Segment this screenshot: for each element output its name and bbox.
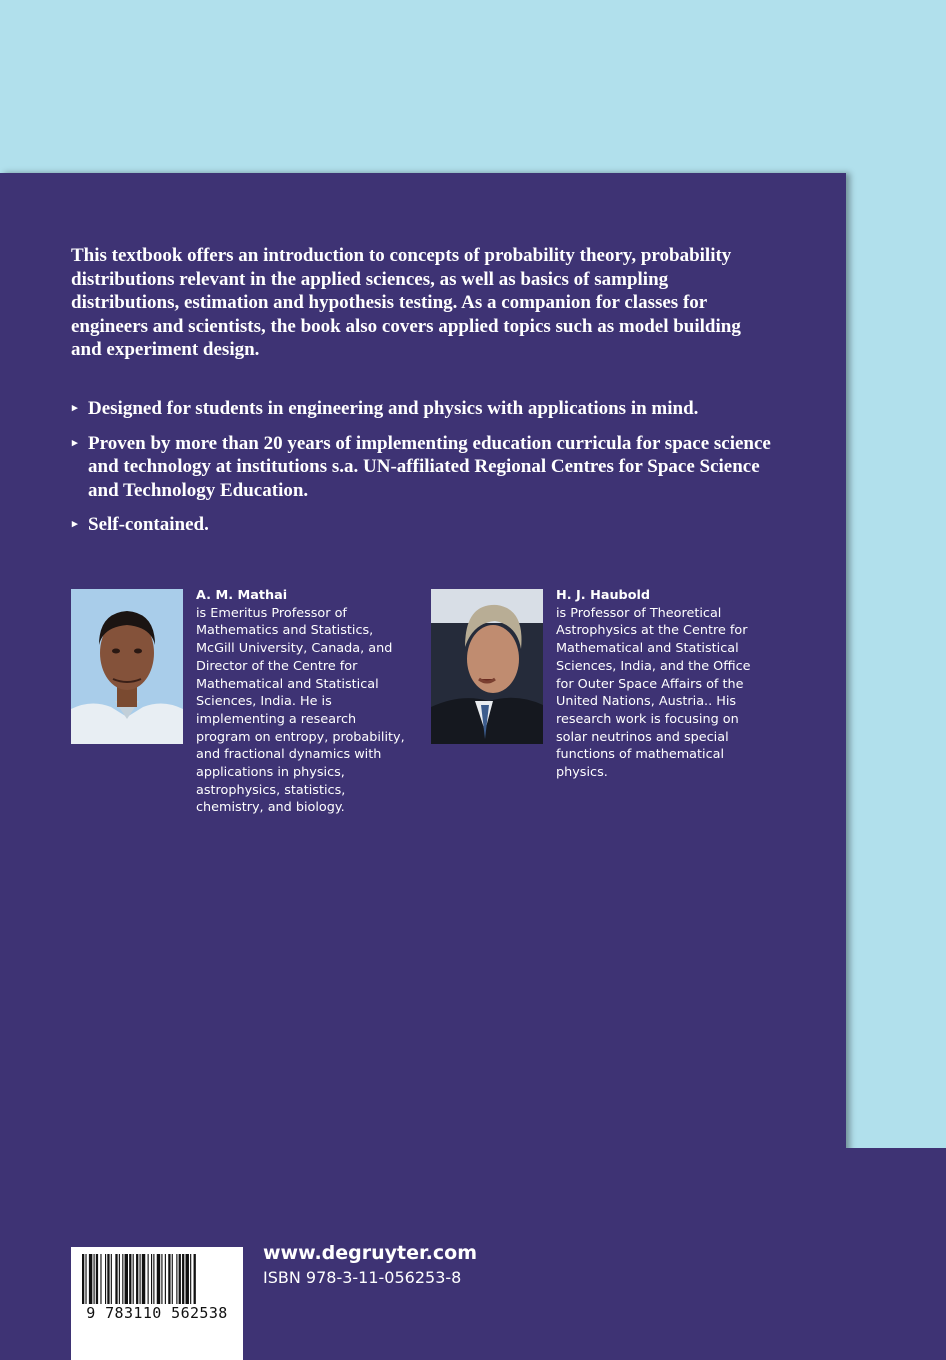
barcode-bar — [115, 1254, 117, 1304]
feature-list — [71, 397, 771, 548]
barcode-bar — [105, 1254, 106, 1304]
barcode-bar — [133, 1254, 134, 1304]
barcode-bar — [89, 1254, 92, 1304]
barcode-bar — [136, 1254, 138, 1304]
feature-item — [71, 432, 771, 503]
author-bio-haubold — [556, 587, 766, 782]
author-bio-mathai — [196, 587, 406, 817]
barcode-bar — [100, 1254, 101, 1304]
barcode-bar — [161, 1254, 162, 1304]
barcode-bar — [148, 1254, 149, 1304]
barcode-bar — [142, 1254, 145, 1304]
barcode-bar — [82, 1254, 84, 1304]
bullet-marker-icon: ▸ — [72, 402, 78, 414]
cover-edge-strip — [846, 1148, 946, 1360]
barcode-bar — [168, 1254, 170, 1304]
barcode-bar — [151, 1254, 152, 1304]
barcode-bar — [157, 1254, 160, 1304]
barcode-bar — [125, 1254, 128, 1304]
feature-item — [71, 397, 771, 421]
author-bio-text: is Professor of Theoretical Astrophysics at the Centre for Mathematical and Statistical Sciences, India, and the Office for Outer Space Affairs of the United Nations, Austria.. His research work is focusing on solar neutrinos and special functions of mathematical physics. — [556, 605, 751, 781]
barcode-bar — [186, 1254, 189, 1304]
barcode-bar — [107, 1254, 109, 1304]
feature-text: Proven by more than 20 years of implementing education curricula for space science and technology at institutions s.a. UN-affiliated Regional Centres for Space Science and Technology Education. — [88, 432, 771, 501]
barcode-bar — [129, 1254, 131, 1304]
bullet-marker-icon: ▸ — [72, 518, 78, 530]
barcode-bar — [85, 1254, 86, 1304]
barcode-bar — [194, 1254, 196, 1304]
barcode-bar — [119, 1254, 120, 1304]
barcode-bar — [140, 1254, 141, 1304]
feature-item — [71, 513, 771, 537]
barcode-digits: 9 783110 562538 — [86, 1304, 228, 1322]
barcode-bar — [190, 1254, 191, 1304]
portrait-icon — [71, 589, 183, 744]
barcode-bar — [165, 1254, 166, 1304]
barcode-bar — [111, 1254, 112, 1304]
feature-text: Designed for students in engineering and physics with applications in mind. — [88, 398, 699, 419]
author-name: A. M. Mathai — [196, 588, 288, 603]
bullet-marker-icon: ▸ — [72, 436, 78, 449]
author-bio-text: is Emeritus Professor of Mathematics and Statistics, McGill University, Canada, and Director of the Centre for Mathematical and Statistical Sciences, India. He is implementing a research program on entropy, probability, and fractional dynamics with applications in physics, astrophysics, statistics, chemistry, and biology. — [196, 605, 405, 816]
feature-text: Self-contained. — [88, 514, 209, 535]
barcode-bar — [153, 1254, 154, 1304]
barcode-bar — [179, 1254, 181, 1304]
barcode-bar — [96, 1254, 98, 1304]
author-name: H. J. Haubold — [556, 588, 651, 603]
author-photo-mathai — [71, 589, 183, 744]
barcode-bar — [122, 1254, 123, 1304]
portrait-icon — [431, 589, 543, 744]
barcode-bar — [172, 1254, 173, 1304]
isbn-number: ISBN 978-3-11-056253-8 — [263, 1268, 462, 1287]
publisher-url: www.degruyter.com — [263, 1242, 477, 1264]
barcode-bar — [182, 1254, 184, 1304]
barcode-bar — [176, 1254, 177, 1304]
barcode-bar — [94, 1254, 95, 1304]
barcode-icon — [82, 1254, 232, 1304]
book-description: This textbook offers an introduction to concepts of probability theory, probability distributions relevant in the applied sciences, as well as basics of sampling distributions, estimation and hypothesis testing. As a companion for classes for engineers and scientists, the book also covers applied topics such as model building and experiment design. — [71, 245, 741, 360]
author-photo-haubold — [431, 589, 543, 744]
isbn-barcode — [71, 1247, 243, 1360]
